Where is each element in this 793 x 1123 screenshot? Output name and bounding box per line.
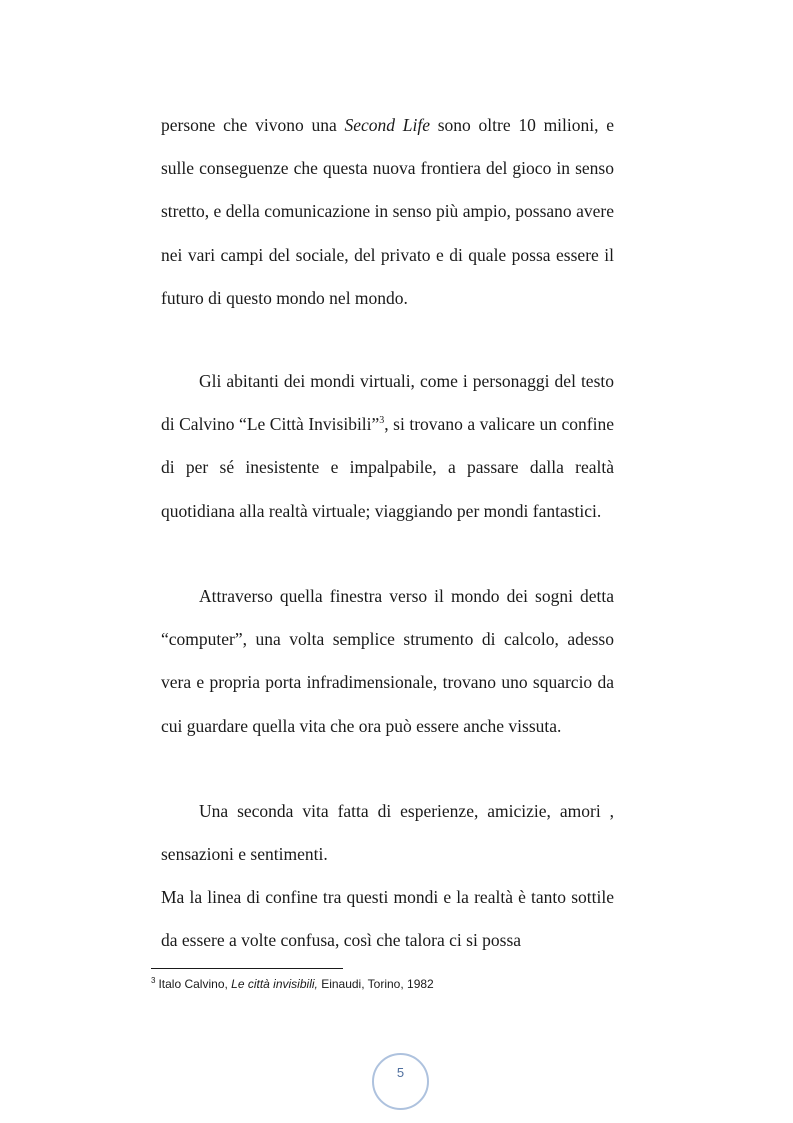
page-number-circle	[372, 1053, 429, 1110]
para1-italic-title: Second Life	[344, 115, 431, 135]
paragraph-second-life-experiences	[161, 790, 614, 876]
footnote-author: Italo Calvino,	[158, 977, 232, 991]
paragraph-border-line	[161, 876, 614, 962]
paragraph-second-life	[161, 104, 614, 320]
footnote-reference[interactable]: 3	[379, 415, 385, 427]
para5-text: Ma la linea di confine tra questi mondi e la realtà è tanto sottile da essere a volte confusa, così che talora ci si possa	[161, 887, 614, 951]
para4-text: Una seconda vita fatta di esperienze, amicizie, amori , sensazioni e sentimenti.	[161, 801, 614, 865]
footnote	[151, 975, 434, 993]
paragraph-virtual-worlds	[161, 360, 614, 533]
para1-text-after: sono oltre 10 milioni, e sulle conseguenze che questa nuova frontiera del gioco in senso stretto, e della comunicazione in senso più ampio, possano avere nei vari campi del sociale, del privato e di quale possa essere il futuro di questo mondo nel mondo.	[161, 115, 614, 308]
footnote-publisher: Einaudi, Torino, 1982	[317, 977, 434, 991]
footnote-title: Le città invisibili,	[231, 977, 318, 991]
footnote-number: 3	[151, 976, 156, 985]
page-number: 5	[396, 1065, 405, 1080]
footnote-separator	[151, 968, 343, 969]
para3-text: Attraverso quella finestra verso il mondo dei sogni detta “computer”, una volta semplice strumento di calcolo, adesso vera e propria porta infradimensionale, trovano uno squarcio da cui guardare quella vita che ora può essere anche vissuta.	[161, 586, 614, 736]
paragraph-computer-window	[161, 575, 614, 748]
para2-text-before: Gli abitanti dei mondi virtuali, come i personaggi del testo di Calvino “Le Città Invisibili”	[161, 371, 614, 435]
para1-text-before: persone che vivono una	[161, 115, 345, 135]
para2-text-after: , si trovano a valicare un confine di per sé inesistente e impalpabile, a passare dalla realtà quotidiana alla realtà virtuale; viaggiando per mondi fantastici.	[161, 414, 614, 521]
